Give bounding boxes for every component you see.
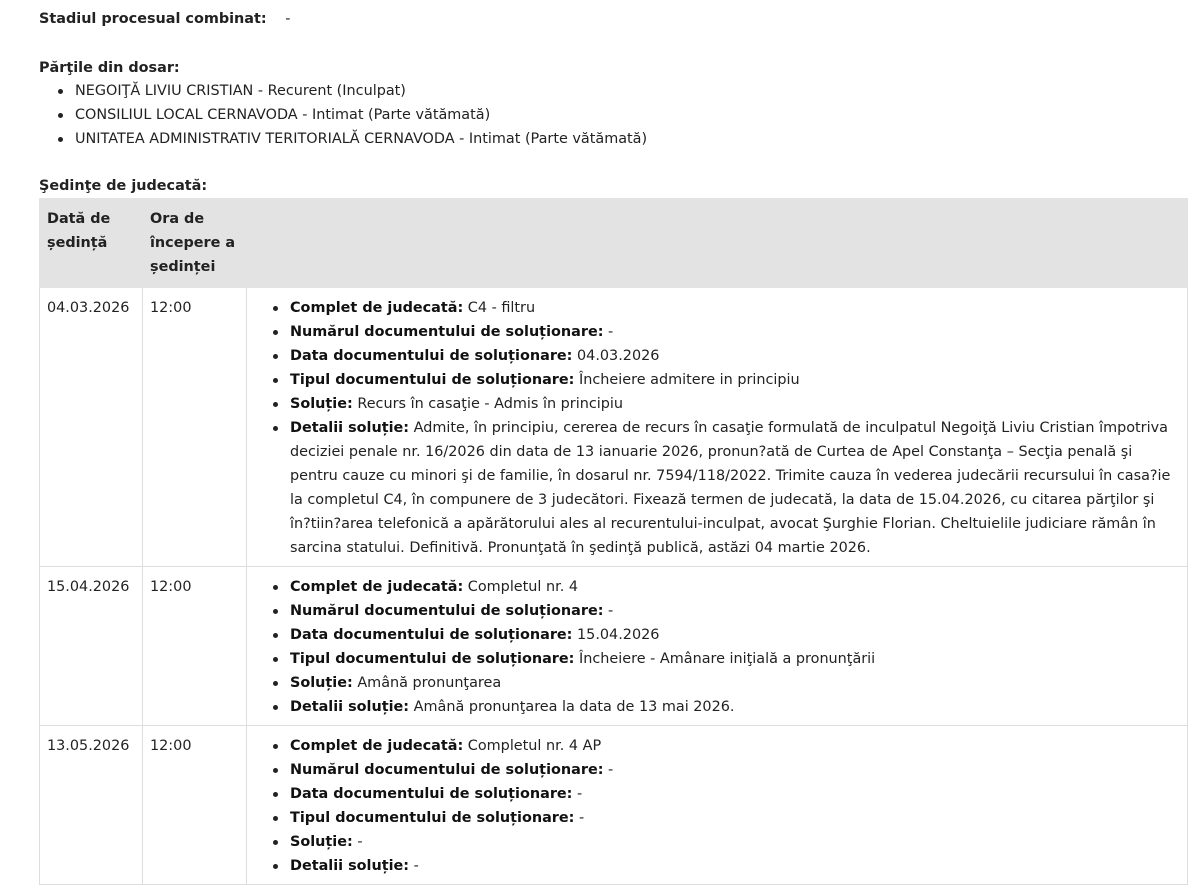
detail-item (290, 623, 1177, 647)
detail-item (290, 320, 1177, 344)
detail-key: Detalii soluție: (290, 858, 410, 874)
detail-item (290, 695, 1177, 719)
detail-value: - (574, 810, 585, 826)
parties-title: Părţile din dosar: (39, 60, 180, 76)
detail-item (290, 647, 1177, 671)
detail-key: Complet de judecată: (290, 738, 464, 754)
table-row (40, 288, 1188, 567)
detail-value: Recurs în casaţie - Admis în principiu (352, 396, 623, 412)
column-header-date: Dată de ședință (40, 199, 143, 288)
detail-item (290, 854, 1177, 878)
hearing-time: 12:00 (143, 288, 247, 567)
detail-value: Completul nr. 4 AP (463, 738, 602, 754)
detail-key: Tipul documentului de soluționare: (290, 372, 575, 388)
detail-key: Numărul documentului de soluționare: (290, 762, 604, 778)
detail-key: Numărul documentului de soluționare: (290, 324, 604, 340)
detail-key: Complet de judecată: (290, 579, 464, 595)
detail-item (290, 782, 1177, 806)
stage-value: - (285, 11, 291, 27)
detail-value: C4 - filtru (463, 300, 536, 316)
detail-value: - (603, 762, 614, 778)
detail-item (290, 296, 1177, 320)
detail-key: Tipul documentului de soluționare: (290, 810, 575, 826)
detail-value: Încheiere - Amânare iniţială a pronunţării (574, 651, 876, 667)
table-header-row (40, 199, 1188, 288)
detail-item (290, 575, 1177, 599)
detail-value: Admite, în principiu, cererea de recurs în casaţie formulată de inculpatul Negoiţă Liviu Cristian împotriva deciziei penale nr. 16/2026 din data de 13 ianuarie 2026, pronun?ată de Curtea de Apel Constanţa – Secţia penală şi pentru cauze cu minori şi de familie, în dosarul nr. 7594/118/2022. Trimite cauza în vederea judecării recursului în casa?ie la completul C4, în compunere de 3 judecători. Fixează termen de judecată, la data de 15.04.2026, cu citarea părţilor şi în?tiin?area telefonică a apărătorului ales al recurentului-inculpat, avocat Şurghie Florian. Cheltuielile judiciare rămân în sarcina statului. Definitivă. Pronunţată în şedinţă publică, astăzi 04 martie 2026. (290, 420, 1171, 556)
detail-key: Data documentului de soluționare: (290, 786, 573, 802)
detail-value: Amână pronunţarea la data de 13 mai 2026. (409, 699, 735, 715)
detail-key: Data documentului de soluționare: (290, 627, 573, 643)
detail-key: Detalii soluție: (290, 420, 410, 436)
hearing-date: 13.05.2026 (40, 726, 143, 885)
detail-item (290, 671, 1177, 695)
detail-value: - (603, 603, 614, 619)
hearings-title: Şedinţe de judecată: (39, 178, 208, 194)
detail-value: 04.03.2026 (572, 348, 660, 364)
hearing-details (247, 726, 1188, 885)
stage-label: Stadiul procesual combinat: (39, 11, 267, 27)
detail-item (290, 344, 1177, 368)
hearing-time: 12:00 (143, 567, 247, 726)
details-list (261, 575, 1177, 719)
hearings-table (39, 198, 1188, 885)
detail-item (290, 806, 1177, 830)
detail-item (290, 734, 1177, 758)
hearing-details (247, 567, 1188, 726)
detail-key: Tipul documentului de soluționare: (290, 651, 575, 667)
detail-key: Soluție: (290, 834, 353, 850)
detail-item (290, 392, 1177, 416)
details-list (261, 734, 1177, 878)
column-header-time: Ora de începere a ședinței (143, 199, 247, 288)
detail-value: - (572, 786, 583, 802)
detail-value: Amână pronunţarea (352, 675, 502, 691)
detail-key: Complet de judecată: (290, 300, 464, 316)
detail-item (290, 416, 1177, 560)
detail-item (290, 368, 1177, 392)
detail-key: Soluție: (290, 396, 353, 412)
stage-row (39, 9, 290, 29)
detail-item (290, 758, 1177, 782)
hearings-body (40, 288, 1188, 885)
hearing-date: 04.03.2026 (40, 288, 143, 567)
detail-key: Soluție: (290, 675, 353, 691)
details-list (261, 296, 1177, 560)
party-item: UNITATEA ADMINISTRATIV TERITORIALĂ CERNAVODA - Intimat (Parte vătămată) (75, 127, 647, 151)
detail-key: Detalii soluție: (290, 699, 410, 715)
detail-value: - (603, 324, 614, 340)
detail-value: 15.04.2026 (572, 627, 660, 643)
detail-value: Încheiere admitere in principiu (574, 372, 800, 388)
detail-value: - (352, 834, 363, 850)
table-row (40, 726, 1188, 885)
detail-value: - (409, 858, 419, 874)
detail-item (290, 599, 1177, 623)
detail-key: Data documentului de soluționare: (290, 348, 573, 364)
parties-list (39, 79, 647, 151)
hearing-details (247, 288, 1188, 567)
column-header-details (247, 199, 1188, 288)
table-row (40, 567, 1188, 726)
detail-key: Numărul documentului de soluționare: (290, 603, 604, 619)
party-item: NEGOIŢĂ LIVIU CRISTIAN - Recurent (Inculpat) (75, 79, 647, 103)
party-item: CONSILIUL LOCAL CERNAVODA - Intimat (Parte vătămată) (75, 103, 647, 127)
detail-item (290, 830, 1177, 854)
detail-value: Completul nr. 4 (463, 579, 579, 595)
hearing-date: 15.04.2026 (40, 567, 143, 726)
hearing-time: 12:00 (143, 726, 247, 885)
